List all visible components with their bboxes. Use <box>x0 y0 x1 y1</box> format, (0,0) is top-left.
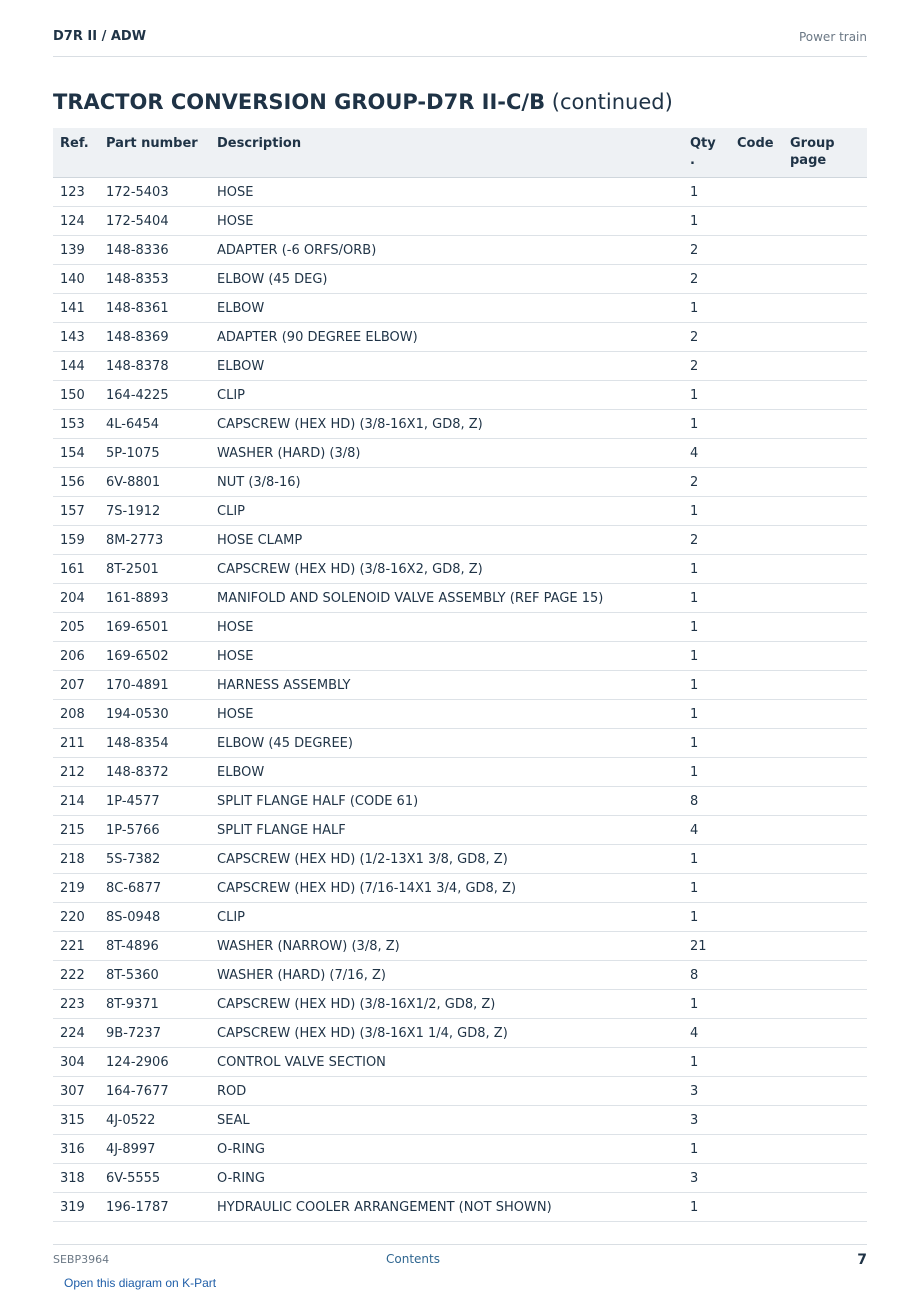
table-row <box>53 613 867 642</box>
part-number-cell: 148-8378 <box>106 359 169 374</box>
part-number-cell: 4J-0522 <box>106 1113 156 1128</box>
ref-cell: 161 <box>60 562 85 577</box>
ref-cell: 204 <box>60 591 85 606</box>
description-cell: CAPSCREW (HEX HD) (7/16-14X1 3/4, GD8, Z) <box>217 881 517 896</box>
table-row <box>53 352 867 381</box>
ref-cell: 206 <box>60 649 85 664</box>
description-cell: NUT (3/8-16) <box>217 475 301 490</box>
part-number-cell: 7S-1912 <box>106 504 161 519</box>
part-number-cell: 170-4891 <box>106 678 169 693</box>
part-number-cell: 6V-5555 <box>106 1171 161 1186</box>
ref-cell: 220 <box>60 910 85 925</box>
qty-cell: 2 <box>690 243 699 258</box>
ref-cell: 211 <box>60 736 85 751</box>
table-row <box>53 178 867 207</box>
qty-cell: 4 <box>690 1026 699 1041</box>
description-cell: CAPSCREW (HEX HD) (1/2-13X1 3/8, GD8, Z) <box>217 852 508 867</box>
qty-cell: 1 <box>690 997 699 1012</box>
description-cell: SPLIT FLANGE HALF <box>217 823 346 838</box>
table-row <box>53 700 867 729</box>
ref-cell: 212 <box>60 765 85 780</box>
qty-cell: 1 <box>690 620 699 635</box>
table-row <box>53 961 867 990</box>
description-cell: HOSE <box>217 214 254 229</box>
qty-cell: 1 <box>690 881 699 896</box>
qty-cell: 1 <box>690 1142 699 1157</box>
part-number-cell: 5S-7382 <box>106 852 161 867</box>
model-label: D7R II / ADW <box>53 29 147 44</box>
description-cell: CLIP <box>217 910 245 925</box>
ref-cell: 315 <box>60 1113 85 1128</box>
contents-link[interactable]: Contents <box>386 1252 440 1266</box>
qty-cell: 2 <box>690 330 699 345</box>
qty-cell: 2 <box>690 272 699 287</box>
qty-cell: 1 <box>690 301 699 316</box>
col-qty: Qty . <box>690 136 716 168</box>
part-number-cell: 148-8372 <box>106 765 169 780</box>
ref-cell: 205 <box>60 620 85 635</box>
part-number-cell: 148-8336 <box>106 243 169 258</box>
part-number-cell: 172-5404 <box>106 214 169 229</box>
ref-cell: 207 <box>60 678 85 693</box>
ref-cell: 316 <box>60 1142 85 1157</box>
part-number-cell: 8S-0948 <box>106 910 161 925</box>
table-row <box>53 787 867 816</box>
part-number-cell: 8T-5360 <box>106 968 159 983</box>
table-header <box>53 128 867 178</box>
table-row <box>53 207 867 236</box>
ref-cell: 140 <box>60 272 85 287</box>
table-row <box>53 1193 867 1222</box>
title-suffix: (continued) <box>545 90 673 114</box>
section-label: Power train <box>798 30 867 44</box>
part-number-cell: 148-8354 <box>106 736 169 751</box>
table-row <box>53 1019 867 1048</box>
table-row <box>53 874 867 903</box>
table-row <box>53 903 867 932</box>
qty-cell: 1 <box>690 185 699 200</box>
part-number-cell: 6V-8801 <box>106 475 161 490</box>
description-cell: SEAL <box>217 1113 250 1128</box>
ref-cell: 124 <box>60 214 85 229</box>
part-number-cell: 1P-4577 <box>106 794 160 809</box>
table-row <box>53 468 867 497</box>
description-cell: ELBOW (45 DEG) <box>217 272 328 287</box>
description-cell: HOSE <box>217 620 254 635</box>
ref-cell: 218 <box>60 852 85 867</box>
description-cell: HOSE <box>217 707 254 722</box>
ref-cell: 223 <box>60 997 85 1012</box>
part-number-cell: 164-4225 <box>106 388 169 403</box>
qty-cell: 2 <box>690 359 699 374</box>
qty-cell: 8 <box>690 968 699 983</box>
description-cell: WASHER (HARD) (7/16, Z) <box>217 968 386 983</box>
qty-cell: 1 <box>690 504 699 519</box>
description-cell: HOSE <box>217 185 254 200</box>
description-cell: ROD <box>217 1084 247 1099</box>
part-number-cell: 8M-2773 <box>106 533 164 548</box>
table-row <box>53 845 867 874</box>
ref-cell: 156 <box>60 475 85 490</box>
ref-cell: 153 <box>60 417 85 432</box>
part-number-cell: 8T-9371 <box>106 997 159 1012</box>
col-ref: Ref. <box>60 136 89 151</box>
table-row <box>53 439 867 468</box>
part-number-cell: 4L-6454 <box>106 417 160 432</box>
qty-cell: 2 <box>690 475 699 490</box>
table-row <box>53 236 867 265</box>
table-row <box>53 410 867 439</box>
part-number-cell: 124-2906 <box>106 1055 169 1070</box>
ref-cell: 150 <box>60 388 85 403</box>
qty-cell: 21 <box>690 939 707 954</box>
description-cell: ELBOW (45 DEGREE) <box>217 736 353 751</box>
col-code: Code <box>737 136 774 151</box>
description-cell: CLIP <box>217 504 245 519</box>
ref-cell: 319 <box>60 1200 85 1215</box>
qty-cell: 8 <box>690 794 699 809</box>
part-number-cell: 148-8369 <box>106 330 169 345</box>
ref-cell: 154 <box>60 446 85 461</box>
ref-cell: 139 <box>60 243 85 258</box>
qty-cell: 1 <box>690 562 699 577</box>
qty-cell: 4 <box>690 446 699 461</box>
table-row <box>53 1164 867 1193</box>
ref-cell: 159 <box>60 533 85 548</box>
footer-divider <box>53 1244 867 1245</box>
part-number-cell: 8T-2501 <box>106 562 159 577</box>
description-cell: O-RING <box>217 1171 265 1186</box>
table-row <box>53 671 867 700</box>
ref-cell: 157 <box>60 504 85 519</box>
ref-cell: 224 <box>60 1026 85 1041</box>
part-number-cell: 161-8893 <box>106 591 169 606</box>
ref-cell: 215 <box>60 823 85 838</box>
ref-cell: 219 <box>60 881 85 896</box>
table-row <box>53 990 867 1019</box>
table-row <box>53 265 867 294</box>
ref-cell: 141 <box>60 301 85 316</box>
qty-cell: 1 <box>690 852 699 867</box>
description-cell: ELBOW <box>217 359 265 374</box>
part-number-cell: 172-5403 <box>106 185 169 200</box>
col-part-number: Part number <box>106 136 198 151</box>
description-cell: CAPSCREW (HEX HD) (3/8-16X2, GD8, Z) <box>217 562 483 577</box>
table-row <box>53 294 867 323</box>
description-cell: O-RING <box>217 1142 265 1157</box>
ref-cell: 214 <box>60 794 85 809</box>
table-row <box>53 758 867 787</box>
description-cell: HOSE CLAMP <box>217 533 303 548</box>
ref-cell: 318 <box>60 1171 85 1186</box>
page-header <box>53 28 867 57</box>
table-row <box>53 526 867 555</box>
part-number-cell: 194-0530 <box>106 707 169 722</box>
qty-cell: 4 <box>690 823 699 838</box>
qty-cell: 3 <box>690 1171 699 1186</box>
table-row <box>53 1135 867 1164</box>
table-row <box>53 729 867 758</box>
description-cell: CAPSCREW (HEX HD) (3/8-16X1, GD8, Z) <box>217 417 483 432</box>
description-cell: HYDRAULIC COOLER ARRANGEMENT (NOT SHOWN) <box>217 1200 552 1215</box>
title-main: TRACTOR CONVERSION GROUP-D7R II-C/B <box>53 90 546 114</box>
part-number-cell: 8C-6877 <box>106 881 162 896</box>
ref-cell: 221 <box>60 939 85 954</box>
part-number-cell: 148-8353 <box>106 272 169 287</box>
description-cell: WASHER (NARROW) (3/8, Z) <box>217 939 400 954</box>
table-row <box>53 381 867 410</box>
qty-cell: 1 <box>690 1055 699 1070</box>
col-description: Description <box>217 136 302 151</box>
table-body <box>53 178 867 1222</box>
description-cell: HOSE <box>217 649 254 664</box>
part-number-cell: 148-8361 <box>106 301 169 316</box>
ref-cell: 143 <box>60 330 85 345</box>
page-title <box>53 90 673 114</box>
table-row <box>53 932 867 961</box>
table-row <box>53 555 867 584</box>
description-cell: CAPSCREW (HEX HD) (3/8-16X1 1/4, GD8, Z) <box>217 1026 508 1041</box>
ref-cell: 208 <box>60 707 85 722</box>
table-row <box>53 642 867 671</box>
qty-cell: 1 <box>690 649 699 664</box>
description-cell: ELBOW <box>217 301 265 316</box>
qty-cell: 1 <box>690 214 699 229</box>
table-row <box>53 497 867 526</box>
qty-cell: 1 <box>690 417 699 432</box>
col-group-page: Group page <box>790 136 835 168</box>
part-number-cell: 4J-8997 <box>106 1142 156 1157</box>
qty-cell: 2 <box>690 533 699 548</box>
table-row <box>53 584 867 613</box>
qty-cell: 1 <box>690 678 699 693</box>
description-cell: ELBOW <box>217 765 265 780</box>
parts-table <box>53 128 867 1222</box>
part-number-cell: 5P-1075 <box>106 446 160 461</box>
ref-cell: 307 <box>60 1084 85 1099</box>
qty-cell: 1 <box>690 910 699 925</box>
description-cell: SPLIT FLANGE HALF (CODE 61) <box>217 794 419 809</box>
ref-cell: 304 <box>60 1055 85 1070</box>
part-number-cell: 169-6502 <box>106 649 169 664</box>
qty-cell: 3 <box>690 1084 699 1099</box>
description-cell: CONTROL VALVE SECTION <box>217 1055 386 1070</box>
part-number-cell: 196-1787 <box>106 1200 169 1215</box>
description-cell: HARNESS ASSEMBLY <box>217 678 351 693</box>
description-cell: CAPSCREW (HEX HD) (3/8-16X1/2, GD8, Z) <box>217 997 496 1012</box>
qty-cell: 1 <box>690 388 699 403</box>
ref-cell: 144 <box>60 359 85 374</box>
qty-cell: 1 <box>690 707 699 722</box>
description-cell: MANIFOLD AND SOLENOID VALVE ASSEMBLY (REF PAGE 15) <box>217 591 604 606</box>
document-id: SEBP3964 <box>53 1253 110 1266</box>
ref-cell: 222 <box>60 968 85 983</box>
qty-cell: 1 <box>690 1200 699 1215</box>
part-number-cell: 9B-7237 <box>106 1026 161 1041</box>
description-cell: CLIP <box>217 388 245 403</box>
part-number-cell: 8T-4896 <box>106 939 159 954</box>
table-row <box>53 323 867 352</box>
part-number-cell: 1P-5766 <box>106 823 160 838</box>
qty-cell: 1 <box>690 736 699 751</box>
part-number-cell: 169-6501 <box>106 620 169 635</box>
qty-cell: 1 <box>690 765 699 780</box>
table-row <box>53 1077 867 1106</box>
table-row <box>53 816 867 845</box>
k-part-diagram-link[interactable]: Open this diagram on K-Part <box>64 1276 217 1290</box>
description-cell: ADAPTER (-6 ORFS/ORB) <box>217 243 377 258</box>
qty-cell: 1 <box>690 591 699 606</box>
qty-cell: 3 <box>690 1113 699 1128</box>
description-cell: WASHER (HARD) (3/8) <box>217 446 361 461</box>
description-cell: ADAPTER (90 DEGREE ELBOW) <box>217 330 418 345</box>
table-row <box>53 1048 867 1077</box>
table-row <box>53 1106 867 1135</box>
page-number: 7 <box>857 1252 867 1268</box>
part-number-cell: 164-7677 <box>106 1084 169 1099</box>
ref-cell: 123 <box>60 185 85 200</box>
